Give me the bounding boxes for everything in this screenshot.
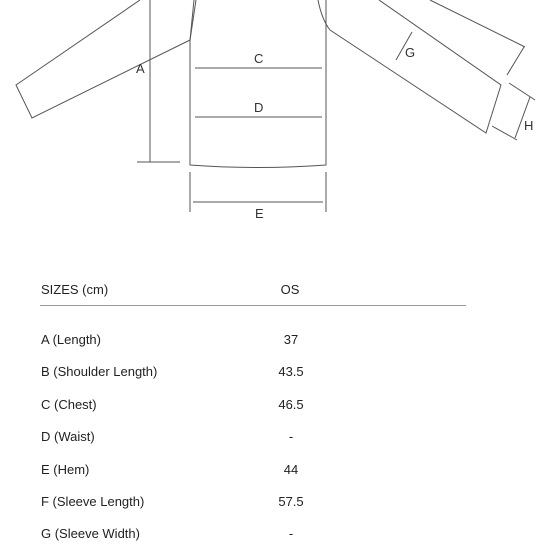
row-label: D (Waist) <box>41 429 95 445</box>
left-sleeve-outline <box>16 0 194 118</box>
label-e: E <box>255 206 264 221</box>
table-row-e <box>0 456 554 488</box>
row-value: - <box>288 429 294 445</box>
header-label: SIZES (cm) <box>41 282 109 297</box>
row-value: 43.5 <box>278 364 304 380</box>
table-row-d <box>0 423 554 455</box>
label-h: H <box>524 118 534 133</box>
row-value: 57.5 <box>278 493 304 509</box>
row-label: C (Chest) <box>41 396 97 412</box>
body-outline <box>190 0 326 168</box>
measure-line-h-bottom <box>492 126 517 140</box>
measure-line-h-top <box>509 83 535 100</box>
row-label: G (Sleeve Width) <box>41 526 140 542</box>
row-label: A (Length) <box>41 332 101 347</box>
row-value: 37 <box>283 332 299 347</box>
label-c: C <box>254 51 264 66</box>
size-table-header <box>0 270 554 310</box>
table-row-g <box>0 520 554 552</box>
label-a: A <box>136 61 145 76</box>
row-label: B (Shoulder Length) <box>41 364 158 380</box>
table-row-b <box>0 358 554 390</box>
row-label: E (Hem) <box>41 461 90 477</box>
row-value: - <box>288 526 294 542</box>
right-sleeve-outline <box>318 0 501 133</box>
measure-line-g-lower <box>507 47 524 75</box>
size-table-body <box>0 326 554 553</box>
table-row-f <box>0 488 554 520</box>
table-row-c <box>0 391 554 423</box>
row-value: 44 <box>283 461 299 477</box>
header-size: OS <box>280 282 300 297</box>
row-value: 46.5 <box>278 396 304 412</box>
table-row-a <box>0 326 554 358</box>
measure-line-g-upper <box>430 0 525 47</box>
header-divider <box>40 305 466 306</box>
label-d: D <box>254 100 264 115</box>
label-g: G <box>405 45 416 60</box>
garment-measurement-diagram <box>0 0 554 240</box>
row-label: F (Sleeve Length) <box>41 493 145 509</box>
